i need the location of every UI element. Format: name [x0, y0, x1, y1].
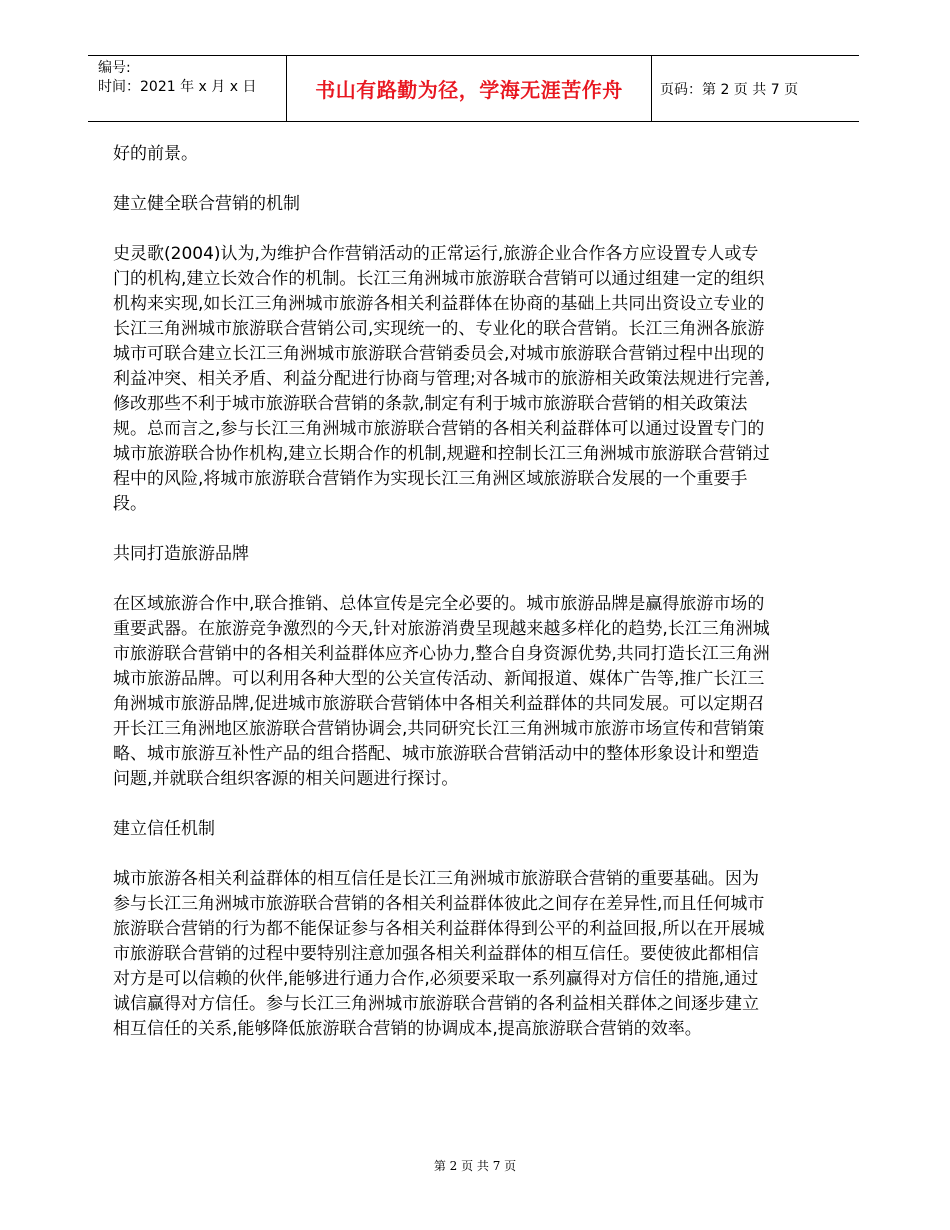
page-footer: 第 2 页 共 7 页 [433, 1159, 517, 1173]
body-paragraph: 在区域旅游合作中,联合推销、总体宣传是完全必要的。城市旅游品牌是赢得旅游市场的重要武器。在旅游竞争激烈的今天,针对旅游消费呈现越来越多样化的趋势,长江三角洲城市旅游联合营销中的各相关利益群体应齐心协力,整合自身资源优势,共同打造长江三角洲城市旅游品牌。可以利用各种大型的公关宣传活动、新闻报道、媒体广告等,推广长江三角洲城市旅游品牌,促进城市旅游联合营销体中各相关利益群体的共同发展。可以定期召开长江三角洲地区旅游联合营销协调会,共同研究长江三角洲城市旅游市场宣传和营销策略、城市旅游互补性产品的组合搭配、城市旅游联合营销活动中的整体形象设计和塑造问题,并就联合组织客源的相关问题进行探讨。 [113, 594, 770, 789]
document-time-label: 时间：2021 年 x 月 x 日 [98, 79, 257, 95]
body-paragraph: 史灵歌(2004)认为,为维护合作营销活动的正常运行,旅游企业合作各方应设置专人或专门的机构,建立长效合作的机制。长江三角洲城市旅游联合营销可以通过组建一定的组织机构来实现,如长江三角洲城市旅游各相关利益群体在协商的基础上共同出资设立专业的长江三角洲城市旅游联合营销公司,实现统一的、专业化的联合营销。长江三角洲各旅游城市可联合建立长江三角洲城市旅游联合营销委员会,对城市旅游联合营销过程中出现的利益冲突、相关矛盾、利益分配进行协商与管理;对各城市的旅游相关政策法规进行完善,修改那些不利于城市旅游联合营销的条款,制定有利于城市旅游联合营销的相关政策法规。总而言之,参与长江三角洲城市旅游联合营销的各相关利益群体可以通过设置专门的城市旅游联合协作机构,建立长期合作的机制,规避和控制长江三角洲城市旅游联合营销过程中的风险,将城市旅游联合营销作为实现长江三角洲区域旅游联合发展的一个重要手段。 [113, 244, 771, 514]
page-header [88, 55, 859, 122]
section-heading: 共同打造旅游品牌 [113, 544, 249, 564]
section-heading: 建立健全联合营销的机制 [113, 194, 300, 214]
document-number-label: 编号: [98, 60, 131, 76]
section-heading: 建立信任机制 [113, 819, 215, 839]
header-motto: 书山有路勤为径，学海无涯苦作舟 [315, 78, 623, 102]
header-page-info: 页码：第 2 页 共 7 页 [660, 81, 799, 98]
paragraph-continuation: 好的前景。 [113, 144, 198, 164]
document-body [113, 142, 773, 1042]
header-meta [98, 59, 256, 97]
header-divider [651, 56, 652, 121]
body-paragraph: 城市旅游各相关利益群体的相互信任是长江三角洲城市旅游联合营销的重要基础。因为参与长江三角洲城市旅游联合营销的各相关利益群体彼此之间存在差异性,而且任何城市旅游联合营销的行为都不能保证参与各相关利益群体得到公平的利益回报,所以在开展城市旅游联合营销的过程中要特别注意加强各相关利益群体的相互信任。要使彼此都相信对方是可以信赖的伙伴,能够进行通力合作,必须要采取一系列赢得对方信任的措施,通过诚信赢得对方信任。参与长江三角洲城市旅游联合营销的各利益相关群体之间逐步建立相互信任的关系,能够降低旅游联合营销的协调成本,提高旅游联合营销的效率。 [113, 869, 765, 1039]
